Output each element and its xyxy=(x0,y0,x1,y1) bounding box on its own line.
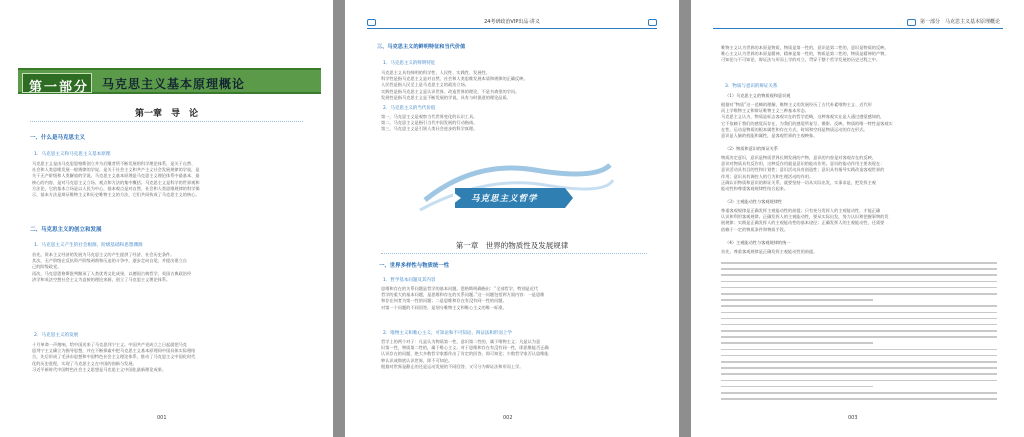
text-line-placeholder xyxy=(721,281,997,283)
page-3 xyxy=(691,0,1024,437)
paragraph xyxy=(721,249,997,255)
text-line-placeholder xyxy=(721,299,873,301)
text-line-placeholder xyxy=(721,293,997,295)
text-line: 意识活动具有目的性和计划性；意识活动具有创造性；意识具有指导实践改造客观世界的 xyxy=(721,167,885,173)
text-line: 十月革命一声炮响，给中国送来了马克思列宁主义。中国共产党成立之日起就把马克 xyxy=(32,342,187,347)
text-line-placeholder xyxy=(721,361,997,363)
banner-swoosh xyxy=(415,140,615,230)
text-line-placeholder xyxy=(721,268,997,270)
text-line-placeholder xyxy=(721,318,997,320)
paragraph xyxy=(721,155,997,192)
text-line-placeholder xyxy=(721,312,997,314)
part-label-box xyxy=(22,73,92,93)
text-line: 意识对物质具有反作用，这种反作用就是意识的能动作用。意识的能动作用主要表现在： xyxy=(721,161,885,167)
text-line: 思维和存在的关系问题是哲学的基本问题。恩格斯明确指出：“全部哲学，特别是近代 xyxy=(381,286,539,291)
text-line-placeholder xyxy=(721,274,997,276)
header-rule xyxy=(713,28,1003,29)
subsection-heading: 1．马克思主义和马克思主义基本原理 xyxy=(34,152,111,157)
text-line: 第一，马克思主义是观察当代世界变化的认识工具。 xyxy=(381,114,478,119)
text-line: 它不依赖于我们的感觉而存在，为我们的感觉所复写、摄影、反映。物质的唯一特性是客观实 xyxy=(721,120,893,126)
text-line: 根据对世界是静止的还是运动发展的不同回答，又可分为辩证法和形而上学。 xyxy=(381,363,524,369)
text-line: 己的阶级政党。 xyxy=(32,264,62,270)
section-heading: 一、世界多样性与物质统一性 xyxy=(379,263,450,269)
text-line: 实践性是指马克思主义是认识世界、改造世界的理论，不是书斋里的学问。 xyxy=(381,88,520,94)
page-2 xyxy=(345,0,679,437)
text-line: 唯心主义认为世界的本原是精神，精神是第一性的，物质是第二性的，物质是精神的产物。 xyxy=(721,51,889,57)
text-line: 可知论与不可知论、辩证法与形而上学的对立，贯穿于整个哲学发展的历史过程之中。 xyxy=(721,57,881,63)
text-line: 尊重客观规律是正确发挥主观能动性的前提；只有充分发挥人的主观能动性，才能正确 xyxy=(721,208,881,213)
subsection-heading: 1．哲学基本问题及其内容 xyxy=(383,278,436,283)
text-line-placeholder xyxy=(721,324,997,326)
header-rule xyxy=(367,28,657,29)
text-line: 意识是人脑的机能和属性，是客观世界的主观映象。 xyxy=(721,133,818,139)
text-line: 够认识或彻底认识世界，即不可知论。 xyxy=(381,357,453,363)
paragraph xyxy=(721,208,997,233)
text-line: 科学性是指马克思主义是对自然、社会和人类思维发展本质和规律的正确反映。 xyxy=(381,76,528,82)
text-line: 物质决定意识，意识是物质世界长期发展的产物，意识的内容是对客观存在的反映。 xyxy=(721,155,876,160)
text-line: 而上学唯物主义和辩证唯物主义三种基本形态。 xyxy=(721,108,809,114)
chapter-title: 第一章 导 论 xyxy=(134,109,198,119)
text-line: 哲学上的两个对子：凡是认为物质第一性，意识第二性的，属于唯物主义；凡是认为意 xyxy=(381,339,541,344)
text-line: 方法论，它的基本立场是以人民为中心，基本观点是对自然、社会和人类思维规律的科学揭 xyxy=(32,185,200,191)
text-line: 思列宁主义确立为指导思想，并在不断探索中把马克思主义基本原理同中国具体实际相结 xyxy=(32,348,196,354)
text-line: 根据对“物质”这一范畴的理解，唯物主义的发展经历了古代朴素唯物主义、近代形 xyxy=(721,102,872,107)
divider xyxy=(30,121,303,122)
text-line: 认识和利用客观规律。正确发挥人的主观能动性，要从实际出发，努力认识和把握事物的发 xyxy=(721,214,889,220)
text-line: 第二，马克思主义是指引当代中国发展的行动指南。 xyxy=(381,120,478,126)
text-line: 第三，马克思主义是引领人类社会进步的科学真理。 xyxy=(381,126,478,132)
text-line: 识第一性，物质第二性的，属于唯心主义。对于思维和存在有没有同一性，即思维能否正确 xyxy=(381,345,549,351)
subsection-subheading: （4）主观能动性与客观规律的统一 xyxy=(725,240,791,245)
text-line-placeholder xyxy=(721,398,997,400)
header-ornament-icon xyxy=(907,19,916,26)
chapter-title: 第一章 世界的物质性及发展规律 xyxy=(455,241,569,250)
paragraph xyxy=(32,342,304,373)
page-number: 003 xyxy=(848,415,858,421)
subsection-heading: 2．马克思主义的当代价值 xyxy=(383,106,436,111)
paragraph xyxy=(32,161,304,198)
part-band xyxy=(18,68,321,94)
body-text-continuation xyxy=(721,262,997,404)
text-line-placeholder xyxy=(721,373,997,375)
text-line: 认识存在的问题，绝大多数哲学家都作出了肯定的回答，即可知论；少数哲学家否认思维能 xyxy=(381,351,549,357)
part-title: 马克思主义基本原理概论 xyxy=(102,77,246,91)
text-line: 化的历史进程，实现了马克思主义在中国的创新与发展。 xyxy=(32,360,137,366)
section-heading: 三、马克思主义的鲜明特征和当代价值 xyxy=(377,44,466,50)
text-line-placeholder xyxy=(721,262,997,264)
text-line: 习近平新时代中国特色社会主义思想是马克思主义中国化最新理论成果。 xyxy=(32,366,167,372)
text-line: 唯物主义认为世界的本原是物质，物质是第一性的，意识是第二性的，意识是物质的反映。 xyxy=(721,45,889,50)
paragraph xyxy=(381,114,647,133)
paragraph xyxy=(32,252,304,283)
text-line: 发展性是指马克思主义是不断发展的学说，具有与时俱进的理论品质。 xyxy=(381,94,511,100)
text-line: 展规律；实践是正确发挥人的主观能动性的基本途径；正确发挥人的主观能动性，还需要 xyxy=(721,220,885,226)
text-line: 人民性是指人民至上是马克思主义的政治立场。 xyxy=(381,82,469,88)
text-line: 依赖于一定的物质条件和物质手段。 xyxy=(721,226,789,232)
text-line: 马克思主义具有鲜明的科学性、人民性、实践性、发展性。 xyxy=(381,70,490,75)
subsection-subheading: （3）主观能动性与客观规律性 xyxy=(725,199,783,204)
text-line-placeholder xyxy=(721,342,873,344)
section-heading: 一、什么是马克思主义 xyxy=(30,135,86,141)
banner-title: 马克思主义哲学 xyxy=(471,194,538,204)
page-1 xyxy=(0,0,333,437)
paragraph xyxy=(381,286,647,311)
page-number: 001 xyxy=(157,415,167,421)
page-number: 002 xyxy=(503,415,513,421)
text-line: 首先，资本主义经济的发展为马克思主义的产生提供了经济、社会历史条件。 xyxy=(32,252,175,257)
paragraph xyxy=(721,102,997,139)
text-line: 马克思主义是由马克思恩格斯创立并为后继者所不断发展的科学理论体系，是关于自然、 xyxy=(32,161,196,166)
text-line-placeholder xyxy=(721,349,997,351)
subsection-heading: 2．唯物主义和唯心主义、可知论和不可知论、辩证法和形而上学 xyxy=(383,331,512,336)
text-line-placeholder xyxy=(721,386,873,388)
text-line: 作用；意识具有调控人的行为和生理活动的作用。 xyxy=(721,173,814,179)
text-line: 正确认识物质和意识的辩证关系，就要坚持一切从实际出发，实事求是，把发挥主观 xyxy=(721,179,876,185)
divider xyxy=(381,253,647,254)
text-line: 关于无产阶级和人类解放的学说。马克思主义基本原理是马克思主义理论体系中最基本、最 xyxy=(32,173,200,179)
text-line: 社会和人类思维发展一般规律的学说，是关于社会主义和共产主义社会发展规律的学说，是 xyxy=(32,167,200,173)
banner-graphic xyxy=(415,140,615,230)
page-header: 第一部分 马克思主义基本原理概论 xyxy=(919,19,1000,25)
subsection-heading: 1．马克思主义产生的社会根源、阶级基础和思想渊源 xyxy=(34,243,143,248)
paragraph xyxy=(381,70,647,101)
text-line: 再次，马克思恩格斯批判继承了人类优秀文化成果，以德国古典哲学、英国古典政治经 xyxy=(32,270,192,276)
text-line-placeholder xyxy=(721,287,997,289)
text-line: 示，基本方法是辩证唯物主义和历史唯物主义的方法，它们共同构成了马克思主义的核心。 xyxy=(32,192,200,198)
text-line: 能动性和尊重客观规律性结合起来。 xyxy=(721,186,789,192)
page-header: 24考研政治VIP出品·讲义 xyxy=(484,19,540,25)
text-line-placeholder xyxy=(721,355,997,357)
text-line-placeholder xyxy=(721,305,997,307)
text-line-placeholder xyxy=(721,392,997,394)
paragraph xyxy=(721,45,997,64)
subsection-subheading: （1）马克思主义的物质观和意识观 xyxy=(725,93,791,98)
text-line: 其次，无产阶级在反抗资产阶级剥削和压迫的斗争中，逐步走向自觉，并提出建立自 xyxy=(32,258,187,264)
text-line-placeholder xyxy=(721,336,997,338)
text-line: 核心的内容，是对马克思主义立场、观点和方法的集中概括。马克思主义是科学的世界观和 xyxy=(32,179,200,185)
text-line: 首先，尊重客观规律是正确发挥主观能动性的前提。 xyxy=(721,249,818,254)
text-line-placeholder xyxy=(721,367,997,369)
text-line-placeholder xyxy=(721,330,997,332)
subsection-subheading: （2）物质和意识的辩证关系 xyxy=(725,146,778,151)
paragraph xyxy=(381,339,647,370)
text-line: 对第一个问题的不同回答，是划分唯物主义和唯心主义的唯一标准。 xyxy=(381,304,507,310)
header-ornament-icon xyxy=(648,19,657,26)
subsection-heading: 1．马克思主义的鲜明特征 xyxy=(383,61,436,66)
text-line-placeholder xyxy=(721,380,997,382)
text-line: 合，先后形成了毛泽东思想和中国特色社会主义理论体系，推动了马克思主义中国化时代 xyxy=(32,354,196,360)
subsection-heading: 3．物质与意识的辩证关系 xyxy=(725,84,778,89)
text-line: 马克思主义认为，物质是标志客观实在的哲学范畴，这种客观实在是人通过感觉感知的， xyxy=(721,114,885,120)
subsection-heading: 2．马克思主义的发展 xyxy=(34,333,79,338)
section-heading: 二、马克思主义的创立和发展 xyxy=(30,227,102,233)
text-line: 在性。运动是物质的根本属性和存在方式，时间和空间是物质运动的存在形式。 xyxy=(721,126,868,132)
text-line: 哲学的重大的基本问题，是思维和存在的关系问题。”这一问题包括两方面内容：一是思维 xyxy=(381,292,545,298)
part-label: 第一部分 xyxy=(29,80,90,95)
text-line: 和存在何者为第一性的问题；二是思维和存在有没有同一性的问题。 xyxy=(381,298,507,304)
text-line: 济学和英法空想社会主义为直接的理论来源，创立了马克思主义理论体系。 xyxy=(32,276,171,282)
